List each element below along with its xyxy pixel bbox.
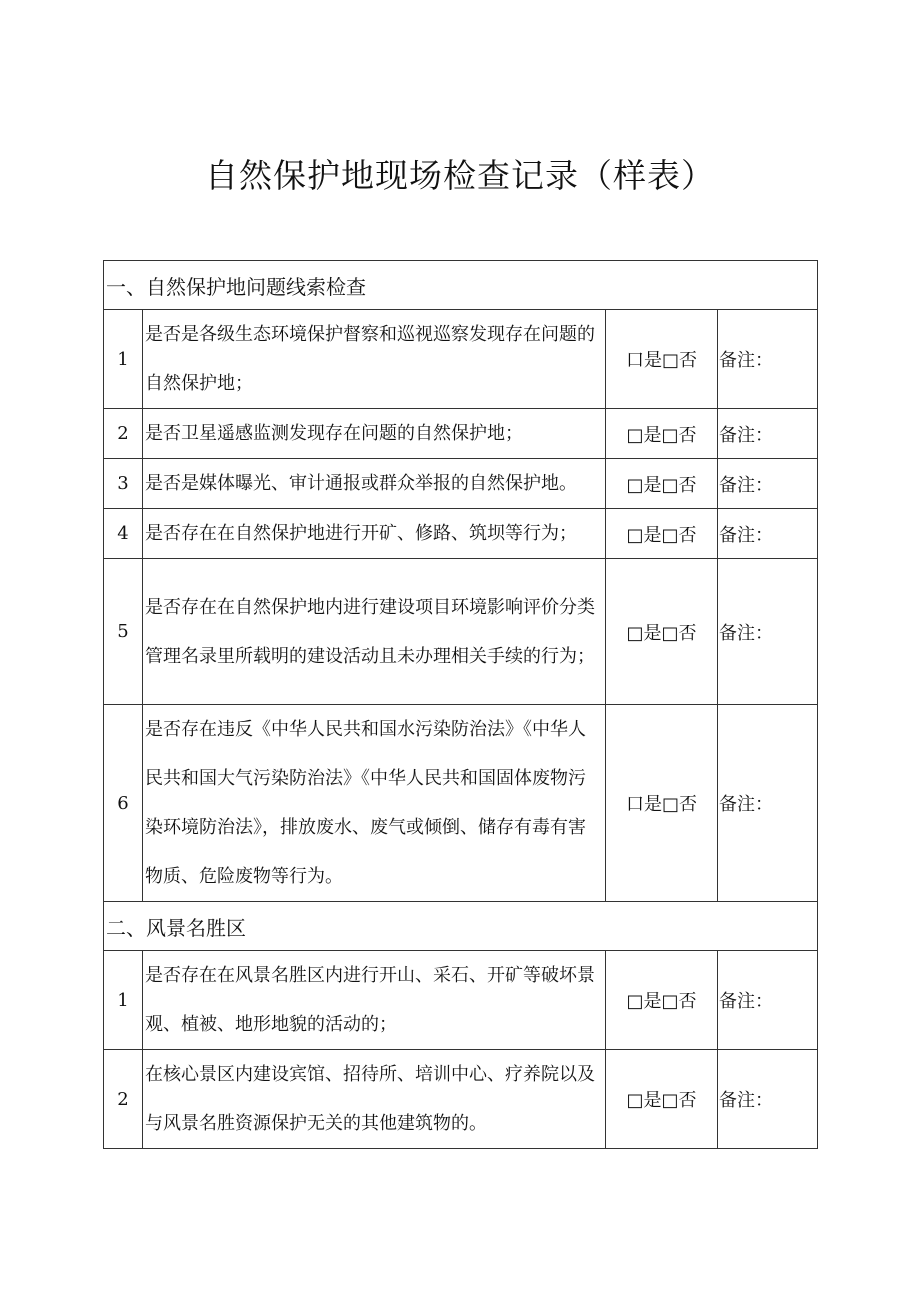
section-header-row bbox=[104, 902, 818, 951]
remark-field[interactable]: 备注： bbox=[718, 951, 818, 1050]
item-number: 1 bbox=[104, 310, 143, 409]
remark-field[interactable]: 备注： bbox=[718, 310, 818, 409]
yes-no-checkbox[interactable]: □是□否 bbox=[606, 459, 718, 509]
yes-no-checkbox[interactable]: □是□否 bbox=[606, 951, 718, 1050]
remark-field[interactable]: 备注： bbox=[718, 1050, 818, 1149]
table-row bbox=[104, 705, 818, 902]
item-text: 是否是各级生态环境保护督察和巡视巡察发现存在问题的自然保护地； bbox=[143, 310, 606, 409]
remark-field[interactable]: 备注： bbox=[718, 409, 818, 459]
yes-no-checkbox[interactable]: □是□否 bbox=[606, 559, 718, 705]
yes-no-checkbox[interactable]: □是□否 bbox=[606, 1050, 718, 1149]
remark-field[interactable]: 备注： bbox=[718, 559, 818, 705]
inspection-table bbox=[103, 260, 818, 1149]
item-text: 是否存在在风景名胜区内进行开山、采石、开矿等破坏景观、植被、地形地貌的活动的； bbox=[143, 951, 606, 1050]
table-row bbox=[104, 310, 818, 409]
yes-no-checkbox[interactable]: □是□否 bbox=[606, 409, 718, 459]
table-row bbox=[104, 1050, 818, 1149]
table-row bbox=[104, 951, 818, 1050]
item-text: 是否存在在自然保护地进行开矿、修路、筑坝等行为； bbox=[143, 509, 606, 559]
section-header-row bbox=[104, 261, 818, 310]
remark-field[interactable]: 备注： bbox=[718, 705, 818, 902]
remark-field[interactable]: 备注： bbox=[718, 459, 818, 509]
table-row bbox=[104, 409, 818, 459]
item-number: 4 bbox=[104, 509, 143, 559]
item-number: 6 bbox=[104, 705, 143, 902]
item-text: 是否存在违反《中华人民共和国水污染防治法》《中华人民共和国大气污染防治法》《中华人民共和国固体废物污染环境防治法》，排放废水、废气或倾倒、储存有毒有害物质、危险废物等行为。 bbox=[143, 705, 606, 902]
yes-no-checkbox[interactable]: 口是□否 bbox=[606, 310, 718, 409]
item-number: 2 bbox=[104, 409, 143, 459]
yes-no-checkbox[interactable]: 口是□否 bbox=[606, 705, 718, 902]
item-text: 是否存在在自然保护地内进行建设项目环境影响评价分类管理名录里所载明的建设活动且未办理相关手续的行为； bbox=[143, 559, 606, 705]
section-heading: 一、自然保护地问题线索检查 bbox=[104, 261, 818, 310]
section-heading: 二、风景名胜区 bbox=[104, 902, 818, 951]
item-number: 3 bbox=[104, 459, 143, 509]
item-number: 2 bbox=[104, 1050, 143, 1149]
remark-field[interactable]: 备注： bbox=[718, 509, 818, 559]
page-title: 自然保护地现场检查记录（样表） bbox=[205, 156, 715, 195]
item-number: 5 bbox=[104, 559, 143, 705]
item-text: 是否是媒体曝光、审计通报或群众举报的自然保护地。 bbox=[143, 459, 606, 509]
table-row bbox=[104, 459, 818, 509]
item-text: 在核心景区内建设宾馆、招待所、培训中心、疗养院以及与风景名胜资源保护无关的其他建筑物的。 bbox=[143, 1050, 606, 1149]
yes-no-checkbox[interactable]: □是□否 bbox=[606, 509, 718, 559]
item-number: 1 bbox=[104, 951, 143, 1050]
table-row bbox=[104, 509, 818, 559]
table-row bbox=[104, 559, 818, 705]
item-text: 是否卫星遥感监测发现存在问题的自然保护地； bbox=[143, 409, 606, 459]
